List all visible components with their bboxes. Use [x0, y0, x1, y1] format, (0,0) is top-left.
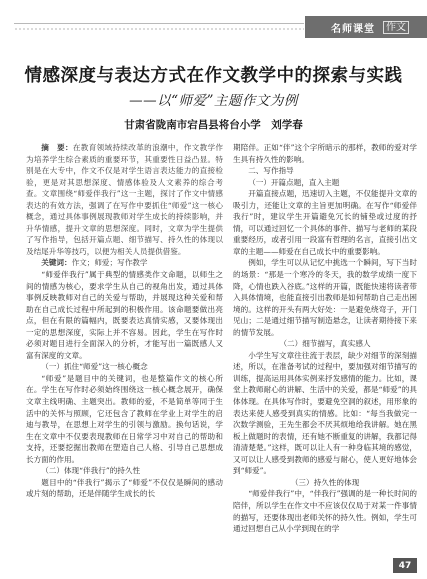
left-column: [26, 142, 223, 500]
abstract-label: 摘 要：: [41, 143, 73, 152]
section-heading-1: （一）抓住“师爱”这一核心概念: [41, 362, 148, 372]
section-tag: [305, 16, 427, 38]
continued-paragraph: 期陪伴。正如“伴”这个字所暗示的那样，教师的爱对学生具有持久性的影响。: [233, 143, 417, 164]
header-dot-band: [14, 27, 304, 31]
subsection-heading-3: （三）持久性的体现: [290, 477, 360, 487]
right-column: [233, 142, 417, 535]
section-heading-2: （二）体现“伴我行”的持久性: [41, 466, 141, 476]
subsection-3-paragraph: “师爱伴我行”中，“伴我行”强调的是一种长时间的陪伴，所以学生在作文中不应该仅仅局于对某一件事情的描写，还要体现出老师关怀的持久性。例如，学生可通过回想自己从小学到现在的学: [233, 489, 417, 534]
subsection-heading-1: （一）开篇点题，直入主题: [248, 177, 340, 187]
subsection-heading-2: （二）细节描写，真实感人: [279, 339, 371, 349]
article-author: 甘肃省陇南市宕昌县将台小学 刘学春: [124, 119, 303, 131]
abstract-text: 在教育领域持续改革的浪潮中，作文教学作为培养学生综合素质的重要环节，其重要性日益凸显。特别是在大专中，作文不仅是对学生语言表达能力的直接检验，更是对其思想深度、情感体验及人文素养的综合考查。文章围绕“师爱伴我行”这一主题，探讨了作文中情感表达的有效方法，强调了在写作中要抓住“师爱”这一核心概念，通过具体事例展现教师对学生成长的持续影响，并升华情感，提升文章的思想深度。同时，文章为学生提供了写作指导，包括开篇点题、细节描写、持久性的体现以及结尾升华等技巧，以便为相关人员提供借鉴。: [26, 143, 224, 256]
keywords-text: 作文；师爱；写作教学: [71, 258, 148, 268]
abstract: [26, 142, 223, 257]
article-title: 情感深度与表达方式在作文教学中的探索与实践: [24, 66, 403, 86]
article-subtitle: ——以“师爱”主题作文为例: [129, 93, 298, 109]
writing-guide-heading: 二、写作指导: [248, 166, 294, 176]
page-number: 47: [393, 558, 417, 573]
subsection-2-paragraph: 小学生写文章往往流于表层，缺少对细节的深刻描述，所以，在准备考试的过程中，要加强对细节描写的训练，提高运用具体实例来抒发感情的能力。比如，课堂上教师耐心的讲解、生活中的关爱，都是“师爱”的具体体现。在具体写作时，要避免空洞的叙述，用形象的表达来使人感受到真实的情感。比如：“每当我做完一次数学测验，王先生都会不厌其烦地给我讲解。她在黑板上做题时的表情，还有她不断重复的讲解，我都记得清清楚楚。”这样，既可以让人有一种身临其境的感觉，又可以让人感受到教师的感爱与耐心，使人更好地体会到“师爱”。: [233, 350, 417, 476]
keywords: [26, 257, 223, 269]
intro-paragraph: “师爱伴我行”属于典型的情感类作文命题，以师生之间的情感为核心，要求学生从自己的视角出发，通过具体事例反映教师对自己的关爱与帮助，并展现这种关爱和帮助在自己成长过程中所起到的积极作用。该命题要做出亮点，但在有限的篇幅内，既要表达真情实感，又要体现出一定的思想深度，实际上并不容易。因此，学生在写作时必须对题目进行全面深入的分析，才能写出一篇既感人又富有深度的文章。: [26, 270, 223, 360]
section-1-paragraph: “师爱”是题目中的关键词，也是整篇作文的核心所在。学生在写作时必须始终围绕这一核心概念展开，确保文章主线明确、主题突出。教师的爱，不是简单等同于生活中的关怀与照顾，它还包含了教师在学业上对学生的启迪与教导，在思想上对学生的引领与激励。换句话说，学生在文章中不仅要表现教师在日常学习中对自己的帮助和支持，还要挖掘出教师在塑造自己人格、引导自己思想成长方面的作用。: [26, 373, 223, 464]
section-icon: 作文: [383, 21, 409, 34]
section-label: 名师课堂: [331, 23, 375, 35]
subsection-1-paragraph-1: 开篇直接点题，迅速切入主题，不仅能提升文章的吸引力，还能让文章的主旨更加明确。在写作“师爱伴我行”时，建议学生开篇避免冗长的铺垫或过度的抒情，可以通过回忆一个具体的事件、描写与老师的某段重要经历，或者引用一段富有哲理的名言，直接引出文章的主题——师爱在自己成长中的重要影响。: [233, 189, 417, 256]
subsection-1-paragraph-2: 例如，学生可以从记忆中挑选一个瞬间，写下当时的场景：“那是一个寒冷的冬天，我的数学成绩一度下降，心情也跌入谷底。”这样的开篇，既能快速将读者带入具体情境，也能直接引出教师是如何帮助自己走出困境的。这样的开头有两大好处：一是避免绕弯子，开门见山；二是通过细节描写制造悬念，让读者期待接下来的情节发展。: [233, 258, 417, 337]
keywords-label: 关键词：: [41, 258, 72, 268]
section-2-paragraph: 题目中的“伴我行”揭示了“师爱”不仅仅是瞬间的感动或片刻的帮助，还是伴随学生成长的长: [26, 477, 223, 499]
header-rule: [14, 23, 304, 24]
